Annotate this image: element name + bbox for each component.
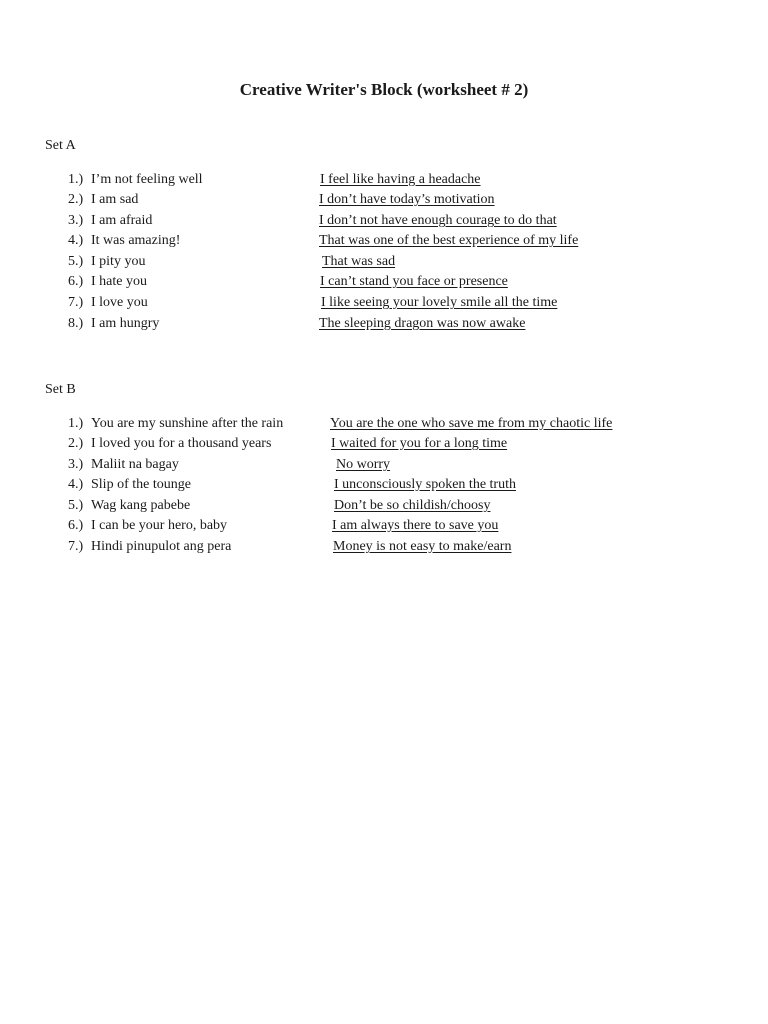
item-phrase: Wag kang pabebe bbox=[91, 498, 191, 513]
page-title: Creative Writer's Block (worksheet # 2) bbox=[239, 80, 529, 99]
item-phrase: I love you bbox=[91, 295, 148, 310]
item-number: 3.) bbox=[68, 457, 84, 472]
item-phrase: I am afraid bbox=[91, 213, 153, 228]
list-item bbox=[0, 170, 768, 190]
item-rewrite: That was sad bbox=[322, 254, 396, 269]
item-rewrite: Don’t be so childish/choosy bbox=[334, 498, 491, 513]
list-item bbox=[0, 455, 768, 475]
item-rewrite: No worry bbox=[336, 457, 391, 472]
list-item bbox=[0, 272, 768, 292]
item-rewrite: I can’t stand you face or presence bbox=[320, 274, 508, 289]
item-rewrite: I feel like having a headache bbox=[320, 172, 481, 187]
item-number: 6.) bbox=[68, 274, 84, 289]
item-rewrite: The sleeping dragon was now awake bbox=[319, 316, 526, 331]
item-phrase: I am hungry bbox=[91, 316, 160, 331]
item-number: 5.) bbox=[68, 254, 84, 269]
list-item bbox=[0, 496, 768, 516]
item-number: 1.) bbox=[68, 172, 84, 187]
item-rewrite: You are the one who save me from my chaotic life bbox=[330, 416, 613, 431]
item-rewrite: I unconsciously spoken the truth bbox=[334, 477, 516, 492]
set-a-label: Set A bbox=[45, 138, 76, 153]
list-item bbox=[0, 414, 768, 434]
list-item bbox=[0, 211, 768, 231]
list-item bbox=[0, 252, 768, 272]
item-number: 7.) bbox=[68, 539, 84, 554]
item-number: 3.) bbox=[68, 213, 84, 228]
item-rewrite: I waited for you for a long time bbox=[331, 436, 508, 451]
item-phrase: It was amazing! bbox=[91, 233, 181, 248]
item-phrase: Maliit na bagay bbox=[91, 457, 179, 472]
item-number: 6.) bbox=[68, 518, 84, 533]
item-number: 4.) bbox=[68, 233, 84, 248]
item-phrase: I hate you bbox=[91, 274, 147, 289]
list-item bbox=[0, 537, 768, 557]
item-phrase: Hindi pinupulot ang pera bbox=[91, 539, 232, 554]
item-phrase: I am sad bbox=[91, 192, 139, 207]
list-item bbox=[0, 475, 768, 495]
item-rewrite: That was one of the best experience of my life bbox=[319, 233, 579, 248]
item-number: 2.) bbox=[68, 192, 84, 207]
item-phrase: I can be your hero, baby bbox=[91, 518, 228, 533]
list-item bbox=[0, 314, 768, 334]
item-number: 2.) bbox=[68, 436, 84, 451]
item-phrase: I pity you bbox=[91, 254, 146, 269]
set-b-label: Set B bbox=[45, 382, 76, 397]
item-number: 5.) bbox=[68, 498, 84, 513]
list-item bbox=[0, 293, 768, 313]
item-number: 7.) bbox=[68, 295, 84, 310]
item-rewrite: I am always there to save you bbox=[332, 518, 499, 533]
item-number: 4.) bbox=[68, 477, 84, 492]
list-item bbox=[0, 516, 768, 536]
list-item bbox=[0, 434, 768, 454]
list-item bbox=[0, 190, 768, 210]
item-rewrite: Money is not easy to make/earn bbox=[333, 539, 512, 554]
item-number: 8.) bbox=[68, 316, 84, 331]
item-rewrite: I like seeing your lovely smile all the time bbox=[321, 295, 558, 310]
item-phrase: I loved you for a thousand years bbox=[91, 436, 272, 451]
item-phrase: Slip of the tounge bbox=[91, 477, 191, 492]
item-rewrite: I don’t have today’s motivation bbox=[319, 192, 495, 207]
item-phrase: You are my sunshine after the rain bbox=[91, 416, 284, 431]
item-number: 1.) bbox=[68, 416, 84, 431]
item-phrase: I’m not feeling well bbox=[91, 172, 203, 187]
item-rewrite: I don’t not have enough courage to do that bbox=[319, 213, 557, 228]
list-item bbox=[0, 231, 768, 251]
